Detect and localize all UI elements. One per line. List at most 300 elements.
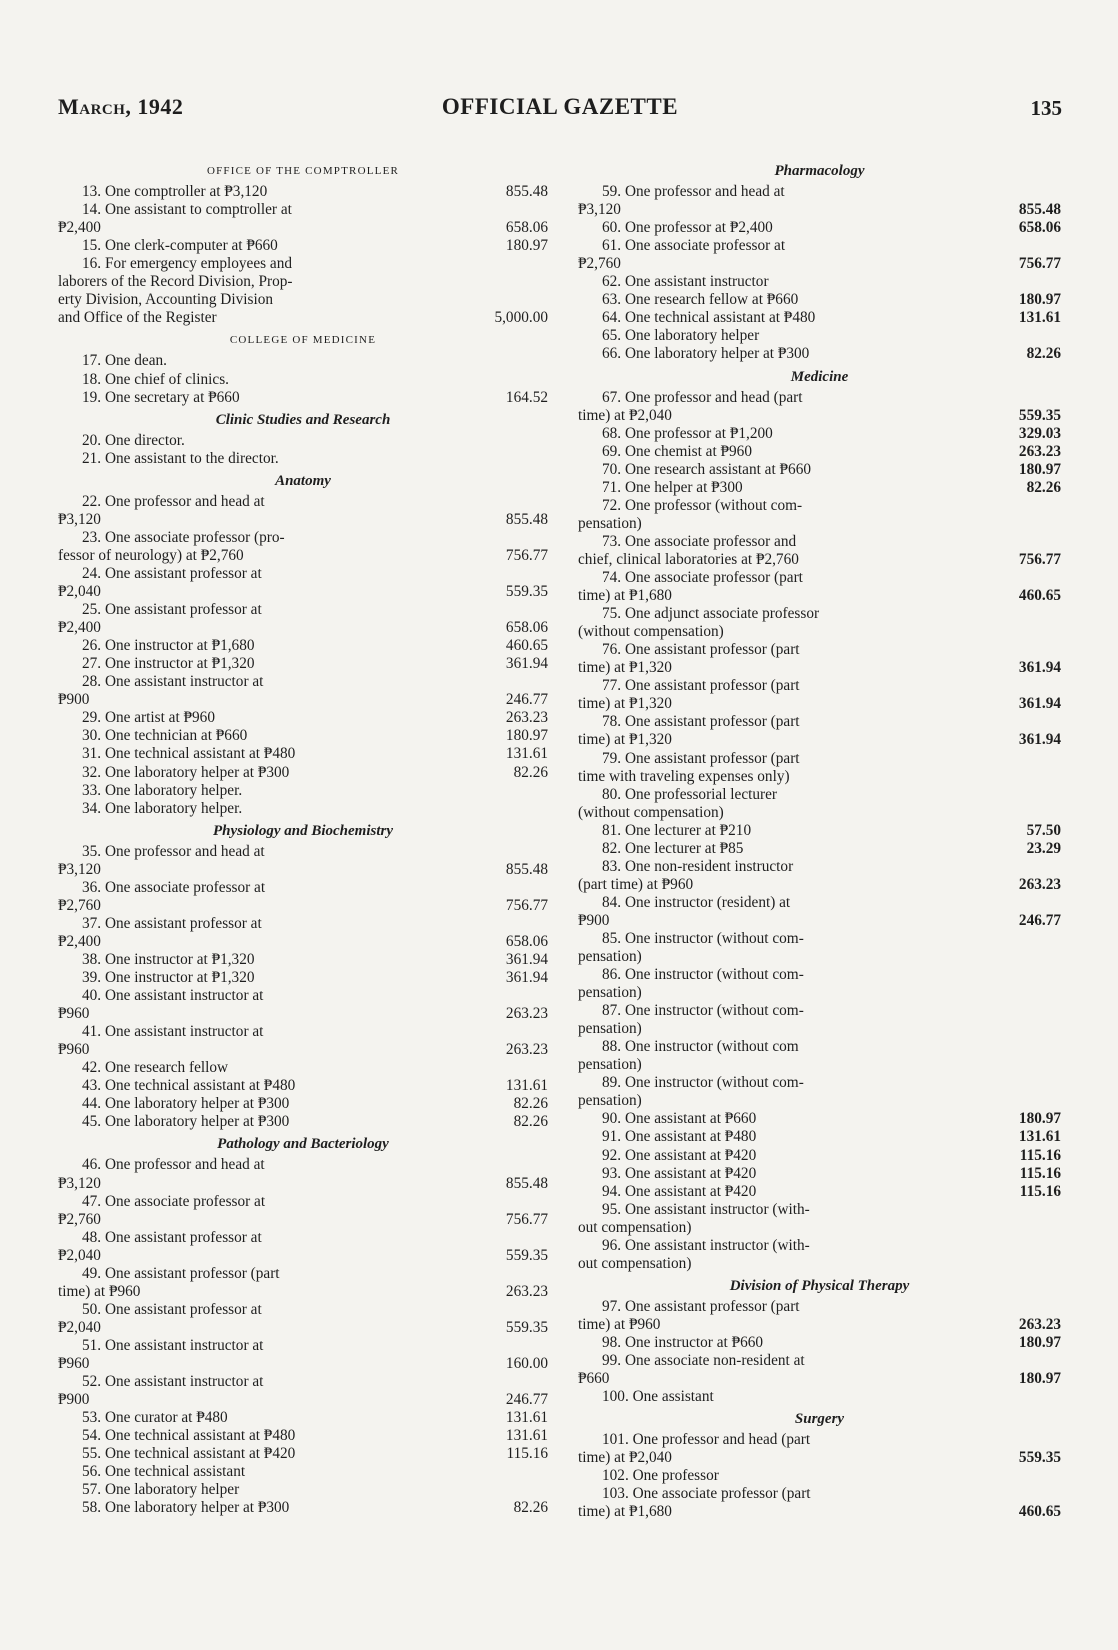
- item-description: fessor of neurology) at ₱2,760: [58, 546, 244, 564]
- item-amount: 263.23: [1018, 1315, 1061, 1333]
- line-item: [58, 764, 548, 782]
- item-amount: 263.23: [505, 1282, 548, 1300]
- item-description: 75. One adjunct associate professor: [602, 605, 820, 623]
- line-item: [578, 786, 1061, 804]
- right-column: [578, 158, 1061, 1521]
- line-item: [578, 407, 1061, 425]
- item-description: 56. One technical assistant: [82, 1463, 246, 1481]
- item-description: ₱660: [578, 1370, 610, 1388]
- line-item: [58, 1247, 548, 1265]
- item-description: 40. One assistant instructor at: [82, 987, 264, 1005]
- section-heading: Pharmacology: [774, 163, 865, 179]
- line-item: [578, 273, 1061, 291]
- item-amount: 855.48: [505, 510, 548, 528]
- line-item: [58, 1499, 548, 1517]
- line-item: [58, 1229, 548, 1247]
- line-item: [58, 745, 548, 763]
- line-item: [58, 389, 548, 407]
- line-item: [578, 1183, 1061, 1201]
- item-amount: 263.23: [505, 709, 548, 727]
- line-item: [58, 273, 548, 291]
- line-item: [578, 1020, 1061, 1038]
- page-header: [58, 94, 1062, 134]
- item-description: 89. One instructor (without com-: [602, 1074, 804, 1092]
- line-item: [58, 655, 548, 673]
- line-item: [58, 637, 548, 655]
- item-description: 54. One technical assistant at ₱480: [82, 1427, 296, 1445]
- item-description: 23. One associate professor (pro-: [82, 528, 285, 546]
- line-item: [578, 425, 1061, 443]
- item-description: time) at ₱1,320: [578, 695, 672, 713]
- item-description: 70. One research assistant at ₱660: [602, 460, 812, 478]
- item-description: time) at ₱2,040: [578, 1449, 672, 1467]
- line-item: [578, 1219, 1061, 1237]
- line-item: [578, 443, 1061, 461]
- publication-title: OFFICIAL GAZETTE: [441, 94, 679, 119]
- item-amount: 115.16: [1019, 1146, 1061, 1164]
- line-item: [578, 569, 1061, 587]
- line-item: [578, 1255, 1061, 1273]
- item-description: time) at ₱960: [58, 1282, 141, 1300]
- line-item: [578, 183, 1061, 201]
- page-number: 135: [1030, 96, 1062, 120]
- line-item: [58, 291, 548, 309]
- line-item: [58, 1319, 548, 1337]
- line-item: [58, 1023, 548, 1041]
- item-description: ₱3,120: [58, 860, 101, 878]
- item-description: 82. One lecturer at ₱85: [602, 839, 744, 857]
- line-item: [578, 515, 1061, 533]
- line-item: [578, 1388, 1061, 1406]
- item-description: 16. For emergency employees and: [82, 255, 292, 273]
- section-heading: Medicine: [790, 368, 849, 385]
- line-item: [578, 291, 1061, 309]
- item-description: 64. One technical assistant at ₱480: [602, 309, 816, 327]
- item-amount: 82.26: [513, 763, 548, 781]
- item-description: 77. One assistant professor (part: [602, 677, 800, 695]
- item-amount: 329.03: [1018, 424, 1061, 442]
- item-description: 61. One associate professor at: [602, 237, 786, 255]
- item-amount: 855.48: [505, 860, 548, 878]
- item-description: 24. One assistant professor at: [82, 564, 262, 582]
- item-description: 25. One assistant professor at: [82, 601, 262, 619]
- line-item: [578, 804, 1061, 822]
- item-description: 79. One assistant professor (part: [602, 749, 800, 767]
- line-item: [578, 533, 1061, 551]
- line-item: [578, 677, 1061, 695]
- item-description: 71. One helper at ₱300: [602, 478, 743, 496]
- line-item: [58, 201, 548, 219]
- item-description: ₱960: [58, 1005, 90, 1023]
- item-description: ₱900: [578, 911, 610, 929]
- item-amount: 82.26: [513, 1095, 548, 1113]
- item-amount: 131.61: [1018, 1128, 1061, 1146]
- item-description: 48. One assistant professor at: [82, 1228, 262, 1246]
- item-amount: 460.65: [1018, 587, 1061, 605]
- item-amount: 361.94: [505, 655, 548, 673]
- item-description: 18. One chief of clinics.: [82, 370, 229, 388]
- item-description: 38. One instructor at ₱1,320: [82, 950, 255, 968]
- line-item: [578, 641, 1061, 659]
- line-item: [58, 450, 548, 468]
- line-item: [58, 897, 548, 915]
- line-item: [578, 587, 1061, 605]
- item-amount: 246.77: [1018, 911, 1061, 929]
- line-item: [58, 691, 548, 709]
- line-item: [578, 327, 1061, 345]
- line-item: [578, 1298, 1061, 1316]
- line-item: [58, 1409, 548, 1427]
- item-description: time) at ₱1,320: [578, 731, 672, 749]
- line-item: [58, 1463, 548, 1481]
- item-description: 86. One instructor (without com-: [602, 966, 804, 984]
- item-amount: 131.61: [505, 1077, 548, 1095]
- line-item: [578, 858, 1061, 876]
- item-amount: 361.94: [505, 969, 548, 987]
- line-item: [578, 1237, 1061, 1255]
- line-item: [578, 1370, 1061, 1388]
- line-item: [58, 709, 548, 727]
- item-description: 91. One assistant at ₱480: [602, 1128, 757, 1146]
- item-description: 100. One assistant: [602, 1388, 714, 1406]
- item-description: 29. One artist at ₱960: [82, 709, 215, 727]
- item-amount: 263.23: [505, 1005, 548, 1023]
- line-item: [58, 583, 548, 601]
- item-description: 92. One assistant at ₱420: [602, 1146, 757, 1164]
- item-amount: 559.35: [505, 583, 548, 601]
- item-description: ₱2,040: [58, 1318, 101, 1336]
- item-description: 39. One instructor at ₱1,320: [82, 969, 255, 987]
- line-item: [578, 497, 1061, 515]
- section-heading: Division of Physical Therapy: [729, 1277, 910, 1294]
- item-description: erty Division, Accounting Division: [58, 291, 273, 309]
- item-description: 52. One assistant instructor at: [82, 1373, 264, 1391]
- item-amount: 115.16: [1019, 1182, 1061, 1200]
- item-description: ₱3,120: [578, 201, 621, 219]
- item-description: ₱2,040: [58, 583, 101, 601]
- item-description: 37. One assistant professor at: [82, 914, 262, 932]
- item-description: (without compensation): [578, 803, 724, 821]
- item-amount: 246.77: [505, 691, 548, 709]
- line-item: [578, 1449, 1061, 1467]
- item-description: laborers of the Record Division, Prop-: [58, 273, 293, 291]
- item-amount: 57.50: [1026, 821, 1061, 839]
- item-amount: 658.06: [505, 932, 548, 950]
- item-description: 69. One chemist at ₱960: [602, 442, 752, 460]
- item-amount: 756.77: [1018, 550, 1061, 568]
- line-item: [578, 255, 1061, 273]
- item-description: 63. One research fellow at ₱660: [602, 291, 799, 309]
- line-item: [58, 1481, 548, 1499]
- line-item: [578, 1074, 1061, 1092]
- item-description: ₱2,760: [578, 255, 621, 273]
- item-description: ₱900: [58, 1391, 90, 1409]
- line-item: [578, 1503, 1061, 1521]
- item-description: 73. One associate professor and: [602, 532, 797, 550]
- line-item: [578, 984, 1061, 1002]
- item-description: 62. One assistant instructor: [602, 273, 769, 291]
- item-amount: 559.35: [505, 1246, 548, 1264]
- item-amount: 855.48: [505, 183, 548, 201]
- item-description: time) at ₱960: [578, 1315, 661, 1333]
- item-amount: 756.77: [505, 546, 548, 564]
- item-description: 32. One laboratory helper at ₱300: [82, 763, 290, 781]
- item-description: (part time) at ₱960: [578, 875, 694, 893]
- line-item: [58, 1283, 548, 1301]
- item-amount: 82.26: [1026, 345, 1061, 363]
- line-item: [58, 800, 548, 818]
- line-item: [58, 1193, 548, 1211]
- item-description: 34. One laboratory helper.: [82, 799, 243, 817]
- item-description: 60. One professor at ₱2,400: [602, 219, 773, 237]
- item-description: 84. One instructor (resident) at: [602, 893, 791, 911]
- item-description: 35. One professor and head at: [82, 842, 265, 860]
- item-amount: 756.77: [505, 1210, 548, 1228]
- item-description: 55. One technical assistant at ₱420: [82, 1445, 296, 1463]
- item-description: ₱2,760: [58, 1210, 101, 1228]
- line-item: [578, 1485, 1061, 1503]
- item-amount: 361.94: [1018, 695, 1061, 713]
- item-description: 94. One assistant at ₱420: [602, 1182, 757, 1200]
- line-item: [58, 1156, 548, 1174]
- item-description: 44. One laboratory helper at ₱300: [82, 1095, 290, 1113]
- item-description: 66. One laboratory helper at ₱300: [602, 345, 810, 363]
- line-item: [58, 987, 548, 1005]
- line-item: [58, 1391, 548, 1409]
- line-item: [578, 1431, 1061, 1449]
- item-description: 36. One associate professor at: [82, 878, 266, 896]
- item-description: 41. One assistant instructor at: [82, 1023, 264, 1041]
- item-description: pensation): [578, 984, 642, 1002]
- item-description: 53. One curator at ₱480: [82, 1409, 228, 1427]
- item-amount: 460.65: [505, 637, 548, 655]
- line-item: [578, 822, 1061, 840]
- item-description: time) at ₱2,040: [578, 406, 672, 424]
- item-amount: 180.97: [1018, 291, 1061, 309]
- line-item: [58, 782, 548, 800]
- section-heading: Physiology and Biochemistry: [213, 822, 393, 839]
- line-item: [58, 1445, 548, 1463]
- line-item: [578, 551, 1061, 569]
- line-item: [58, 493, 548, 511]
- item-description: 72. One professor (without com-: [602, 496, 803, 514]
- line-item: [58, 1175, 548, 1193]
- item-description: 30. One technician at ₱660: [82, 727, 248, 745]
- line-item: [578, 1316, 1061, 1334]
- item-amount: 263.23: [1018, 442, 1061, 460]
- line-item: [578, 1334, 1061, 1352]
- line-item: [58, 565, 548, 583]
- section-heading: Clinic Studies and Research: [215, 411, 391, 428]
- line-item: [58, 727, 548, 745]
- line-item: [578, 201, 1061, 219]
- item-amount: 855.48: [505, 1174, 548, 1192]
- item-description: 45. One laboratory helper at ₱300: [82, 1113, 290, 1131]
- line-item: [58, 969, 548, 987]
- item-description: 28. One assistant instructor at: [82, 673, 264, 691]
- item-amount: 180.97: [1018, 1110, 1061, 1128]
- item-amount: 756.77: [1018, 255, 1061, 273]
- item-description: 78. One assistant professor (part: [602, 713, 800, 731]
- line-item: [578, 1002, 1061, 1020]
- item-amount: 131.61: [1018, 309, 1061, 327]
- section-heading: Pathology and Bacteriology: [217, 1136, 389, 1153]
- line-item: [578, 1110, 1061, 1128]
- item-description: 20. One director.: [82, 431, 185, 449]
- line-item: [58, 511, 548, 529]
- item-description: (without compensation): [578, 623, 724, 641]
- item-description: 93. One assistant at ₱420: [602, 1164, 757, 1182]
- item-description: 81. One lecturer at ₱210: [602, 821, 752, 839]
- item-description: 80. One professorial lecturer: [602, 785, 777, 803]
- item-description: ₱960: [58, 1041, 90, 1059]
- line-item: [58, 933, 548, 951]
- item-description: 65. One laboratory helper: [602, 327, 760, 345]
- line-item: [58, 1113, 548, 1131]
- item-description: 43. One technical assistant at ₱480: [82, 1077, 296, 1095]
- item-description: ₱2,040: [58, 1246, 101, 1264]
- item-description: 58. One laboratory helper at ₱300: [82, 1499, 290, 1517]
- line-item: [578, 894, 1061, 912]
- item-description: pensation): [578, 1092, 642, 1110]
- item-amount: 658.06: [505, 219, 548, 237]
- item-amount: 559.35: [1018, 1449, 1061, 1467]
- item-description: 42. One research fellow: [82, 1059, 229, 1077]
- item-description: chief, clinical laboratories at ₱2,760: [578, 550, 799, 568]
- item-amount: 180.97: [505, 727, 548, 745]
- item-description: 67. One professor and head (part: [602, 388, 803, 406]
- item-description: 102. One professor: [602, 1467, 719, 1485]
- item-description: 97. One assistant professor (part: [602, 1297, 800, 1315]
- item-description: ₱2,400: [58, 219, 101, 237]
- line-item: [58, 1337, 548, 1355]
- item-amount: 658.06: [505, 619, 548, 637]
- item-amount: 23.29: [1026, 839, 1061, 857]
- item-amount: 180.97: [1018, 1334, 1061, 1351]
- item-description: ₱3,120: [58, 1174, 101, 1192]
- item-amount: 460.65: [1018, 1503, 1061, 1521]
- line-item: [58, 951, 548, 969]
- item-description: 47. One associate professor at: [82, 1192, 266, 1210]
- item-description: ₱3,120: [58, 510, 101, 528]
- line-item: [58, 529, 548, 547]
- item-description: 83. One non-resident instructor: [602, 857, 794, 875]
- item-description: time with traveling expenses only): [578, 767, 790, 785]
- item-description: 14. One assistant to comptroller at: [82, 201, 292, 219]
- section-heading: Surgery: [794, 1411, 845, 1428]
- issue-date: March, 1942: [58, 94, 184, 119]
- item-amount: 361.94: [505, 950, 548, 968]
- line-item: [578, 1147, 1061, 1165]
- item-description: 59. One professor and head at: [602, 183, 785, 201]
- line-item: [58, 547, 548, 565]
- section-heading: OFFICE OF THE COMPTROLLER: [206, 165, 400, 177]
- line-item: [578, 768, 1061, 786]
- item-description: 99. One associate non-resident at: [602, 1352, 805, 1370]
- line-item: [58, 915, 548, 933]
- item-description: ₱900: [58, 691, 90, 709]
- item-description: out compensation): [578, 1254, 692, 1272]
- line-item: [58, 1077, 548, 1095]
- line-item: [58, 1265, 548, 1283]
- line-item: [58, 219, 548, 237]
- item-amount: 559.35: [505, 1318, 548, 1336]
- item-amount: 180.97: [505, 237, 548, 255]
- left-column: [58, 158, 548, 1517]
- item-description: 15. One clerk-computer at ₱660: [82, 237, 278, 255]
- item-description: 90. One assistant at ₱660: [602, 1110, 757, 1128]
- line-item: [58, 1095, 548, 1113]
- item-amount: 164.52: [505, 388, 548, 406]
- line-item: [578, 731, 1061, 749]
- line-item: [578, 948, 1061, 966]
- item-description: 103. One associate professor (part: [602, 1485, 811, 1503]
- line-item: [578, 605, 1061, 623]
- item-amount: 855.48: [1018, 201, 1061, 219]
- line-item: [578, 1467, 1061, 1485]
- item-description: 74. One associate professor (part: [602, 569, 803, 587]
- line-item: [58, 619, 548, 637]
- section-heading: Anatomy: [275, 472, 331, 489]
- item-description: pensation): [578, 514, 642, 532]
- line-item: [578, 912, 1061, 930]
- item-description: ₱2,760: [58, 896, 101, 914]
- item-description: 31. One technical assistant at ₱480: [82, 745, 296, 763]
- section-heading: COLLEGE OF MEDICINE: [229, 334, 377, 347]
- item-description: 51. One assistant instructor at: [82, 1336, 264, 1354]
- item-description: 68. One professor at ₱1,200: [602, 424, 773, 442]
- item-description: 85. One instructor (without com-: [602, 929, 804, 947]
- line-item: [58, 1211, 548, 1229]
- item-description: and Office of the Register: [58, 309, 217, 327]
- line-item: [58, 255, 548, 273]
- item-amount: 361.94: [1018, 731, 1061, 749]
- item-amount: 82.26: [513, 1499, 548, 1517]
- item-description: ₱2,400: [58, 932, 101, 950]
- item-amount: 361.94: [1018, 659, 1061, 677]
- line-item: [578, 930, 1061, 948]
- line-item: [58, 183, 548, 201]
- item-amount: 246.77: [505, 1391, 548, 1409]
- line-item: [58, 1355, 548, 1373]
- line-item: [58, 1427, 548, 1445]
- item-amount: 756.77: [505, 896, 548, 914]
- item-description: 88. One instructor (without com: [602, 1038, 799, 1056]
- line-item: [578, 1092, 1061, 1110]
- item-description: 13. One comptroller at ₱3,120: [82, 183, 268, 201]
- item-description: time) at ₱1,320: [578, 659, 672, 677]
- line-item: [578, 750, 1061, 768]
- item-amount: 82.26: [1026, 478, 1061, 496]
- item-amount: 82.26: [513, 1113, 548, 1131]
- item-description: 95. One assistant instructor (with-: [602, 1200, 810, 1218]
- line-item: [58, 1059, 548, 1077]
- line-item: [578, 659, 1061, 677]
- item-amount: 131.61: [505, 745, 548, 763]
- item-description: 87. One instructor (without com-: [602, 1002, 804, 1020]
- item-amount: 131.61: [505, 1427, 548, 1445]
- item-amount: 658.06: [1018, 219, 1061, 237]
- line-item: [578, 713, 1061, 731]
- line-item: [578, 461, 1061, 479]
- line-item: [578, 345, 1061, 363]
- item-description: 21. One assistant to the director.: [82, 449, 279, 467]
- item-amount: 115.16: [506, 1445, 548, 1463]
- line-item: [578, 695, 1061, 713]
- line-item: [58, 432, 548, 450]
- line-item: [58, 309, 548, 327]
- line-item: [578, 1056, 1061, 1074]
